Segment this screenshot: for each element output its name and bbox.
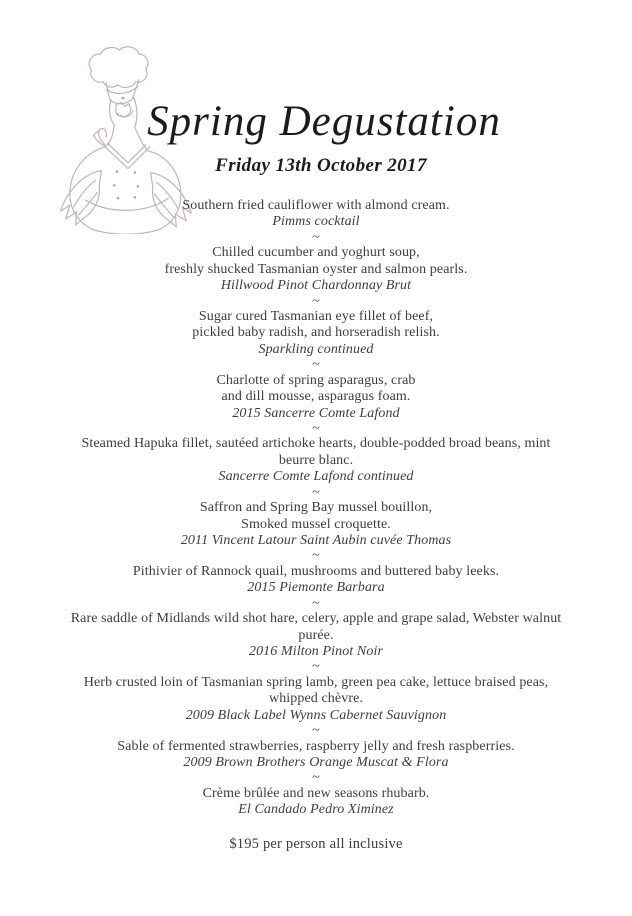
dish-line: Charlotte of spring asparagus, crab: [216, 372, 416, 388]
course-item: [0, 564, 632, 597]
course-item: [0, 309, 632, 358]
course-item: [0, 500, 632, 549]
dish-line: Herb crusted loin of Tasmanian spring lamb, green pea cake, lettuce braised peas,: [83, 674, 549, 690]
wine-pairing: 2011 Vincent Latour Saint Aubin cuvée Thomas: [180, 533, 452, 548]
course-separator: ~: [312, 420, 320, 436]
course-item: [0, 198, 632, 231]
course-separator: ~: [312, 723, 320, 739]
course-item: [0, 611, 632, 660]
dish-line: Smoked mussel croquette.: [241, 516, 391, 532]
menu-header: [0, 99, 632, 177]
dish-line: Sugar cured Tasmanian eye fillet of beef,: [198, 309, 434, 325]
course-separator: ~: [312, 595, 320, 611]
wine-pairing: El Candado Pedro Ximinez: [238, 802, 394, 818]
dish-line: Crème brûlée and new seasons rhubarb.: [202, 785, 430, 801]
menu-title: Spring Degustation: [147, 98, 501, 145]
dish-line: Saffron and Spring Bay mussel bouillon,: [199, 500, 433, 516]
course-separator: ~: [312, 484, 320, 500]
wine-pairing: 2015 Sancerre Comte Lafond: [232, 405, 400, 421]
wine-pairing: Pimms cocktail: [272, 214, 360, 230]
course-item: [0, 245, 632, 294]
price-line: $195 per person all inclusive: [229, 836, 403, 852]
chef-hat-icon: [89, 47, 148, 88]
dish-line: Chilled cucumber and yoghurt soup,: [212, 245, 420, 261]
dish-line: Steamed Hapuka fillet, sautéed artichoke hearts, double-podded broad beans, mint: [81, 436, 551, 452]
dish-line: Southern fried cauliflower with almond cream.: [182, 198, 450, 213]
wine-pairing: 2015 Piemonte Barbara: [247, 580, 385, 596]
dish-line: Rare saddle of Midlands wild shot hare, celery, apple and grape salad, Webster walnut: [70, 611, 562, 627]
dish-line: and dill mousse, asparagus foam.: [221, 389, 411, 405]
dish-line: Sable of fermented strawberries, raspberry jelly and fresh raspberries.: [117, 738, 515, 754]
wine-pairing: 2009 Black Label Wynns Cabernet Sauvignon: [185, 707, 447, 723]
dish-line: freshly shucked Tasmanian oyster and salmon pearls.: [164, 261, 468, 277]
course-separator: ~: [312, 770, 320, 786]
dish-line: pickled baby radish, and horseradish relish.: [192, 325, 440, 341]
course-list: [0, 198, 632, 819]
course-item: [0, 675, 632, 724]
course-item: [0, 786, 632, 819]
dish-line: whipped chèvre.: [268, 691, 364, 707]
dish-line: Pithivier of Rannock quail, mushrooms and buttered baby leeks.: [132, 563, 500, 579]
course-item: [0, 739, 632, 772]
course-separator: ~: [312, 229, 320, 245]
wine-pairing: Sancerre Comte Lafond continued: [218, 469, 414, 485]
course-separator: ~: [312, 548, 320, 564]
wine-pairing: Hillwood Pinot Chardonnay Brut: [220, 278, 412, 294]
dish-line: purée.: [298, 627, 334, 643]
course-item: [0, 373, 632, 422]
dish-line: beurre blanc.: [278, 452, 354, 468]
course-separator: ~: [312, 293, 320, 309]
course-separator: ~: [312, 357, 320, 373]
course-item: [0, 436, 632, 485]
wine-pairing: 2009 Brown Brothers Orange Muscat & Flora: [183, 755, 449, 771]
wine-pairing: 2016 Milton Pinot Noir: [248, 644, 384, 660]
wine-pairing: Sparkling continued: [258, 341, 374, 357]
menu-date: Friday 13th October 2017: [215, 155, 427, 177]
course-separator: ~: [312, 659, 320, 675]
